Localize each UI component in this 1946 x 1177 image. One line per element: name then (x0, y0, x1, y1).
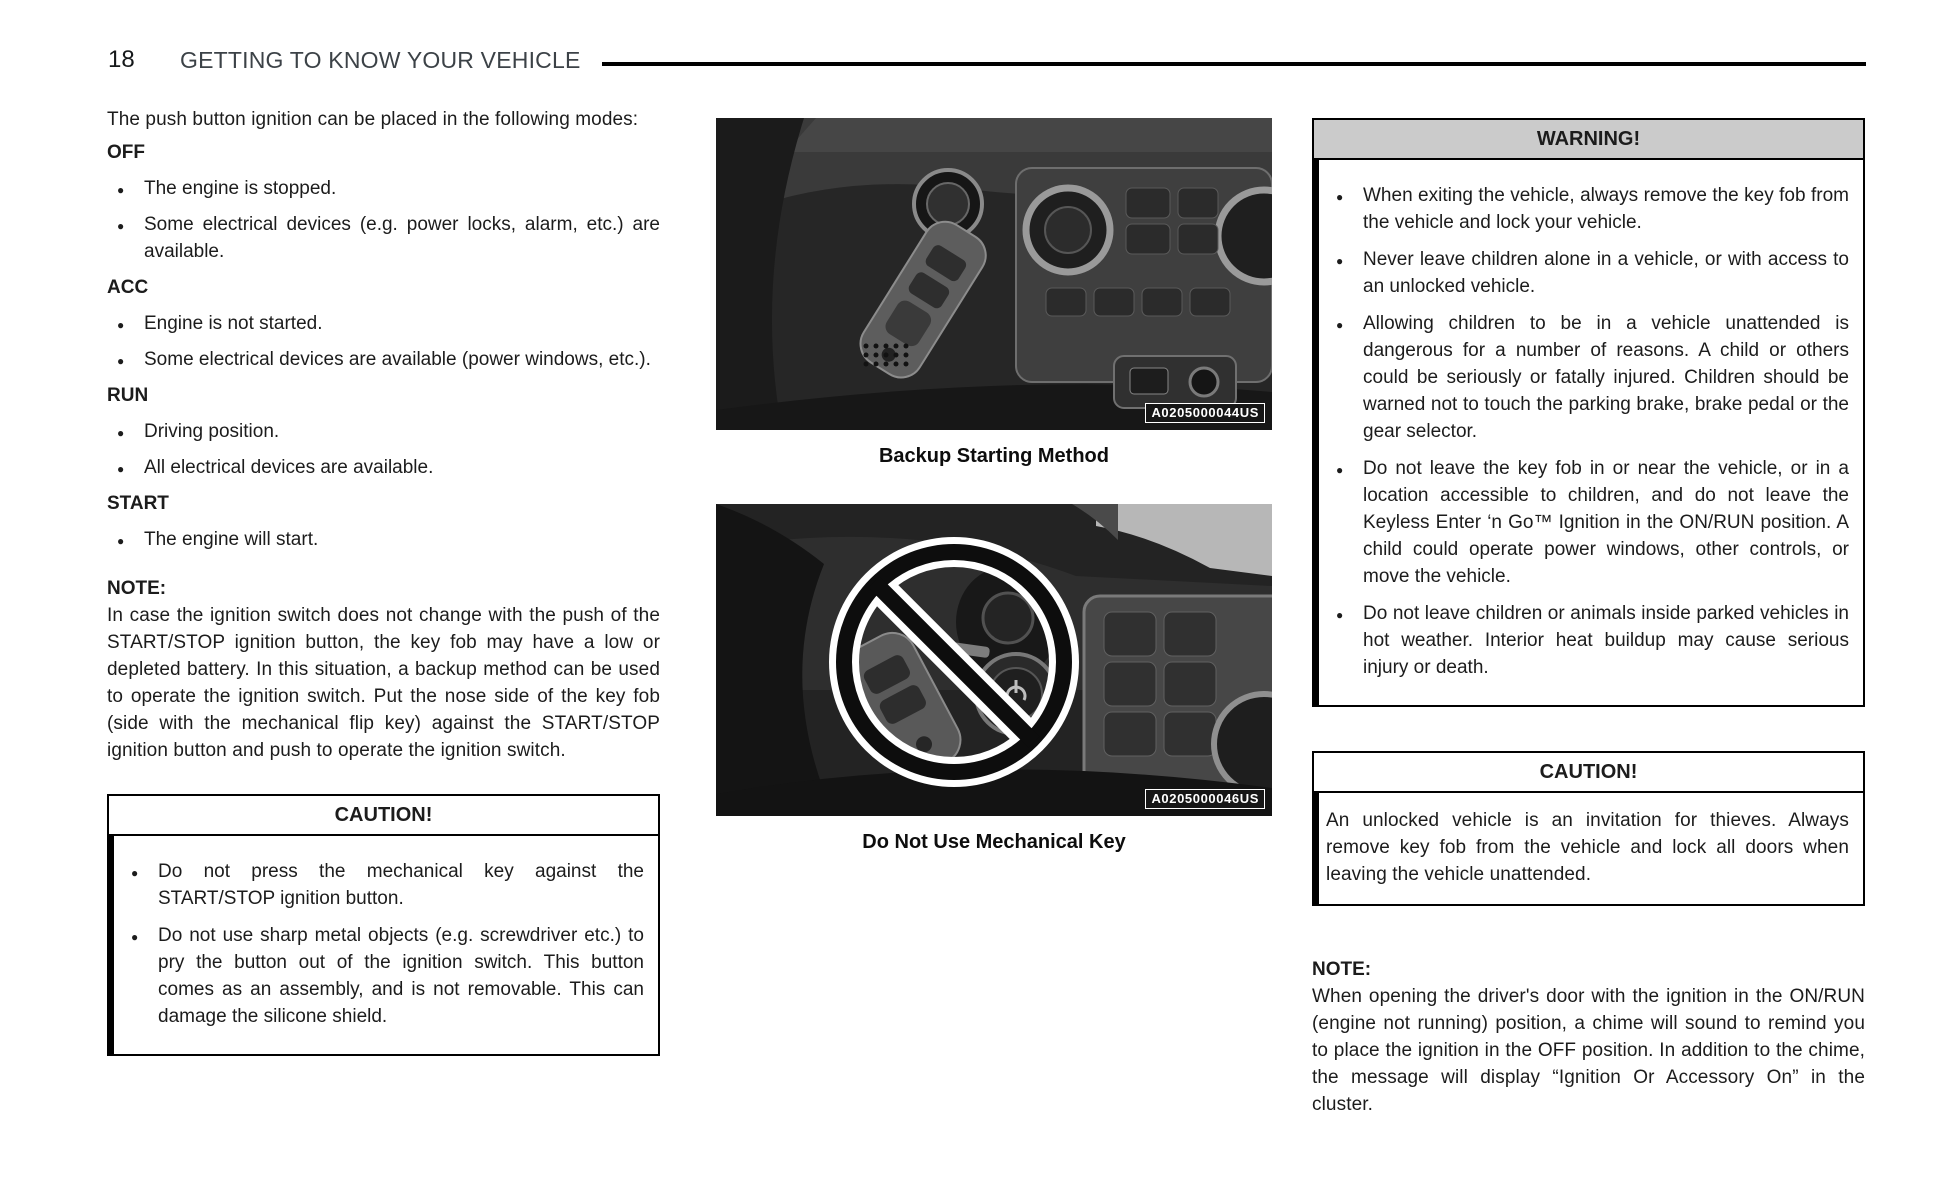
list-item (107, 175, 660, 202)
bullet-icon (1336, 455, 1343, 484)
mode-section-acc (107, 274, 660, 373)
list-item (107, 211, 660, 265)
caution-body (109, 836, 658, 1054)
intro-paragraph: The push button ignition can be placed in the following modes: (107, 109, 639, 130)
figure-backup-starting (716, 118, 1272, 468)
list-item (1326, 246, 1849, 300)
page-title: GETTING TO KNOW YOUR VEHICLE (180, 47, 581, 73)
note-heading: NOTE: (1312, 959, 1372, 980)
bullet-icon (131, 922, 138, 951)
page-number: 18 (108, 46, 135, 73)
bullet-icon (117, 454, 124, 483)
bullet-text: Allowing children to be in a vehicle unattended is dangerous for a number of reasons. A child or others could be seriously or fatally injured. Children should be warned not to touch the parking brake, brake pedal or the gear selector. (1363, 313, 1849, 442)
warning-body (1314, 160, 1863, 705)
bullet-text: Some electrical devices (e.g. power locks, alarm, etc.) are available. (144, 214, 660, 262)
bullet-text: The engine will start. (144, 529, 319, 550)
left-column (107, 106, 660, 1056)
dashboard-photo (716, 118, 1272, 430)
bullet-text: Do not press the mechanical key against the START/STOP ignition button. (158, 861, 644, 909)
note-heading: NOTE: (107, 578, 167, 599)
bullet-icon (117, 175, 124, 204)
dashboard-illustration (716, 118, 1272, 430)
bullet-icon (1336, 310, 1343, 339)
mode-heading: START (107, 493, 169, 514)
bullet-text: All electrical devices are available. (144, 457, 434, 478)
list-item (1326, 310, 1849, 445)
bullet-text: When exiting the vehicle, always remove the key fob from the vehicle and lock your vehicle. (1363, 185, 1849, 233)
bullet-text: Engine is not started. (144, 313, 323, 334)
dashboard-photo (716, 504, 1272, 816)
right-column (1312, 118, 1865, 1118)
bullet-icon (117, 526, 124, 555)
bullet-text: Driving position. (144, 421, 280, 442)
caution-title: CAUTION! (1314, 753, 1863, 793)
list-item (107, 418, 660, 445)
bullet-text: Never leave children alone in a vehicle, or with access to an unlocked vehicle. (1363, 249, 1849, 297)
list-item (107, 454, 660, 481)
figure-code-tag: A0205000046US (1145, 789, 1265, 809)
mode-heading: ACC (107, 277, 149, 298)
figure-code-tag: A0205000044US (1145, 403, 1265, 423)
mode-section-run (107, 382, 660, 481)
mode-section-off (107, 139, 660, 265)
bullet-icon (1336, 600, 1343, 629)
figure-caption: Do Not Use Mechanical Key (862, 831, 1126, 853)
list-item (121, 922, 644, 1030)
caution-paragraph: An unlocked vehicle is an invitation for thieves. Always remove key fob from the vehicle and lock all doors when leaving the vehicle unattended. (1326, 810, 1849, 885)
list-item (1326, 182, 1849, 236)
bullet-text: Do not leave children or animals inside parked vehicles in hot weather. Interior heat buildup may cause serious injury or death. (1363, 603, 1849, 678)
bullet-icon (117, 211, 124, 240)
figure-column (716, 118, 1272, 854)
bullet-icon (117, 346, 124, 375)
list-item (1326, 600, 1849, 681)
note-paragraph: When opening the driver's door with the ignition in the ON/RUN (engine not running) position, a chime will sound to remind you to place the ignition in the OFF position. In addition to the chime, the message will display “Ignition Or Accessory On” in the cluster. (1312, 986, 1865, 1115)
warning-title: WARNING! (1314, 120, 1863, 160)
mode-section-start (107, 490, 660, 553)
bullet-icon (1336, 182, 1343, 211)
bullet-icon (1336, 246, 1343, 275)
list-item (107, 310, 660, 337)
caution-box (1312, 751, 1865, 906)
caution-title: CAUTION! (109, 796, 658, 836)
bullet-text: Do not use sharp metal objects (e.g. screwdriver etc.) to pry the button out of the ignition switch. This button comes as an assembly, and is not removable. This can damage the silicone shield. (158, 925, 644, 1027)
warning-box (1312, 118, 1865, 707)
caution-box (107, 794, 660, 1056)
caution-body (1314, 793, 1863, 904)
note-paragraph: In case the ignition switch does not change with the push of the START/STOP ignition button, the key fob may have a low or depleted battery. In this situation, a backup method can be used to operate the ignition switch. Put the nose side of the key fob (side with the mechanical flip key) against the START/STOP ignition button and push to operate the ignition switch. (107, 605, 660, 761)
list-item (107, 346, 660, 373)
figure-no-mechanical-key (716, 504, 1272, 854)
prohibition-illustration (716, 504, 1272, 816)
list-item (1326, 455, 1849, 590)
mode-heading: RUN (107, 385, 149, 406)
mode-heading: OFF (107, 142, 145, 163)
list-item (107, 526, 660, 553)
figure-caption: Backup Starting Method (878, 445, 1109, 467)
header-rule (602, 62, 1866, 66)
bullet-text: Some electrical devices are available (power windows, etc.). (144, 349, 651, 370)
bullet-text: The engine is stopped. (144, 178, 337, 199)
bullet-text: Do not leave the key fob in or near the vehicle, or in a location accessible to children, and do not leave the Keyless Enter ‘n Go™ Ignition in the ON/RUN position. A child could operate power windows, other controls, or move the vehicle. (1363, 458, 1849, 587)
bullet-icon (117, 418, 124, 447)
bullet-icon (131, 858, 138, 887)
list-item (121, 858, 644, 912)
bullet-icon (117, 310, 124, 339)
